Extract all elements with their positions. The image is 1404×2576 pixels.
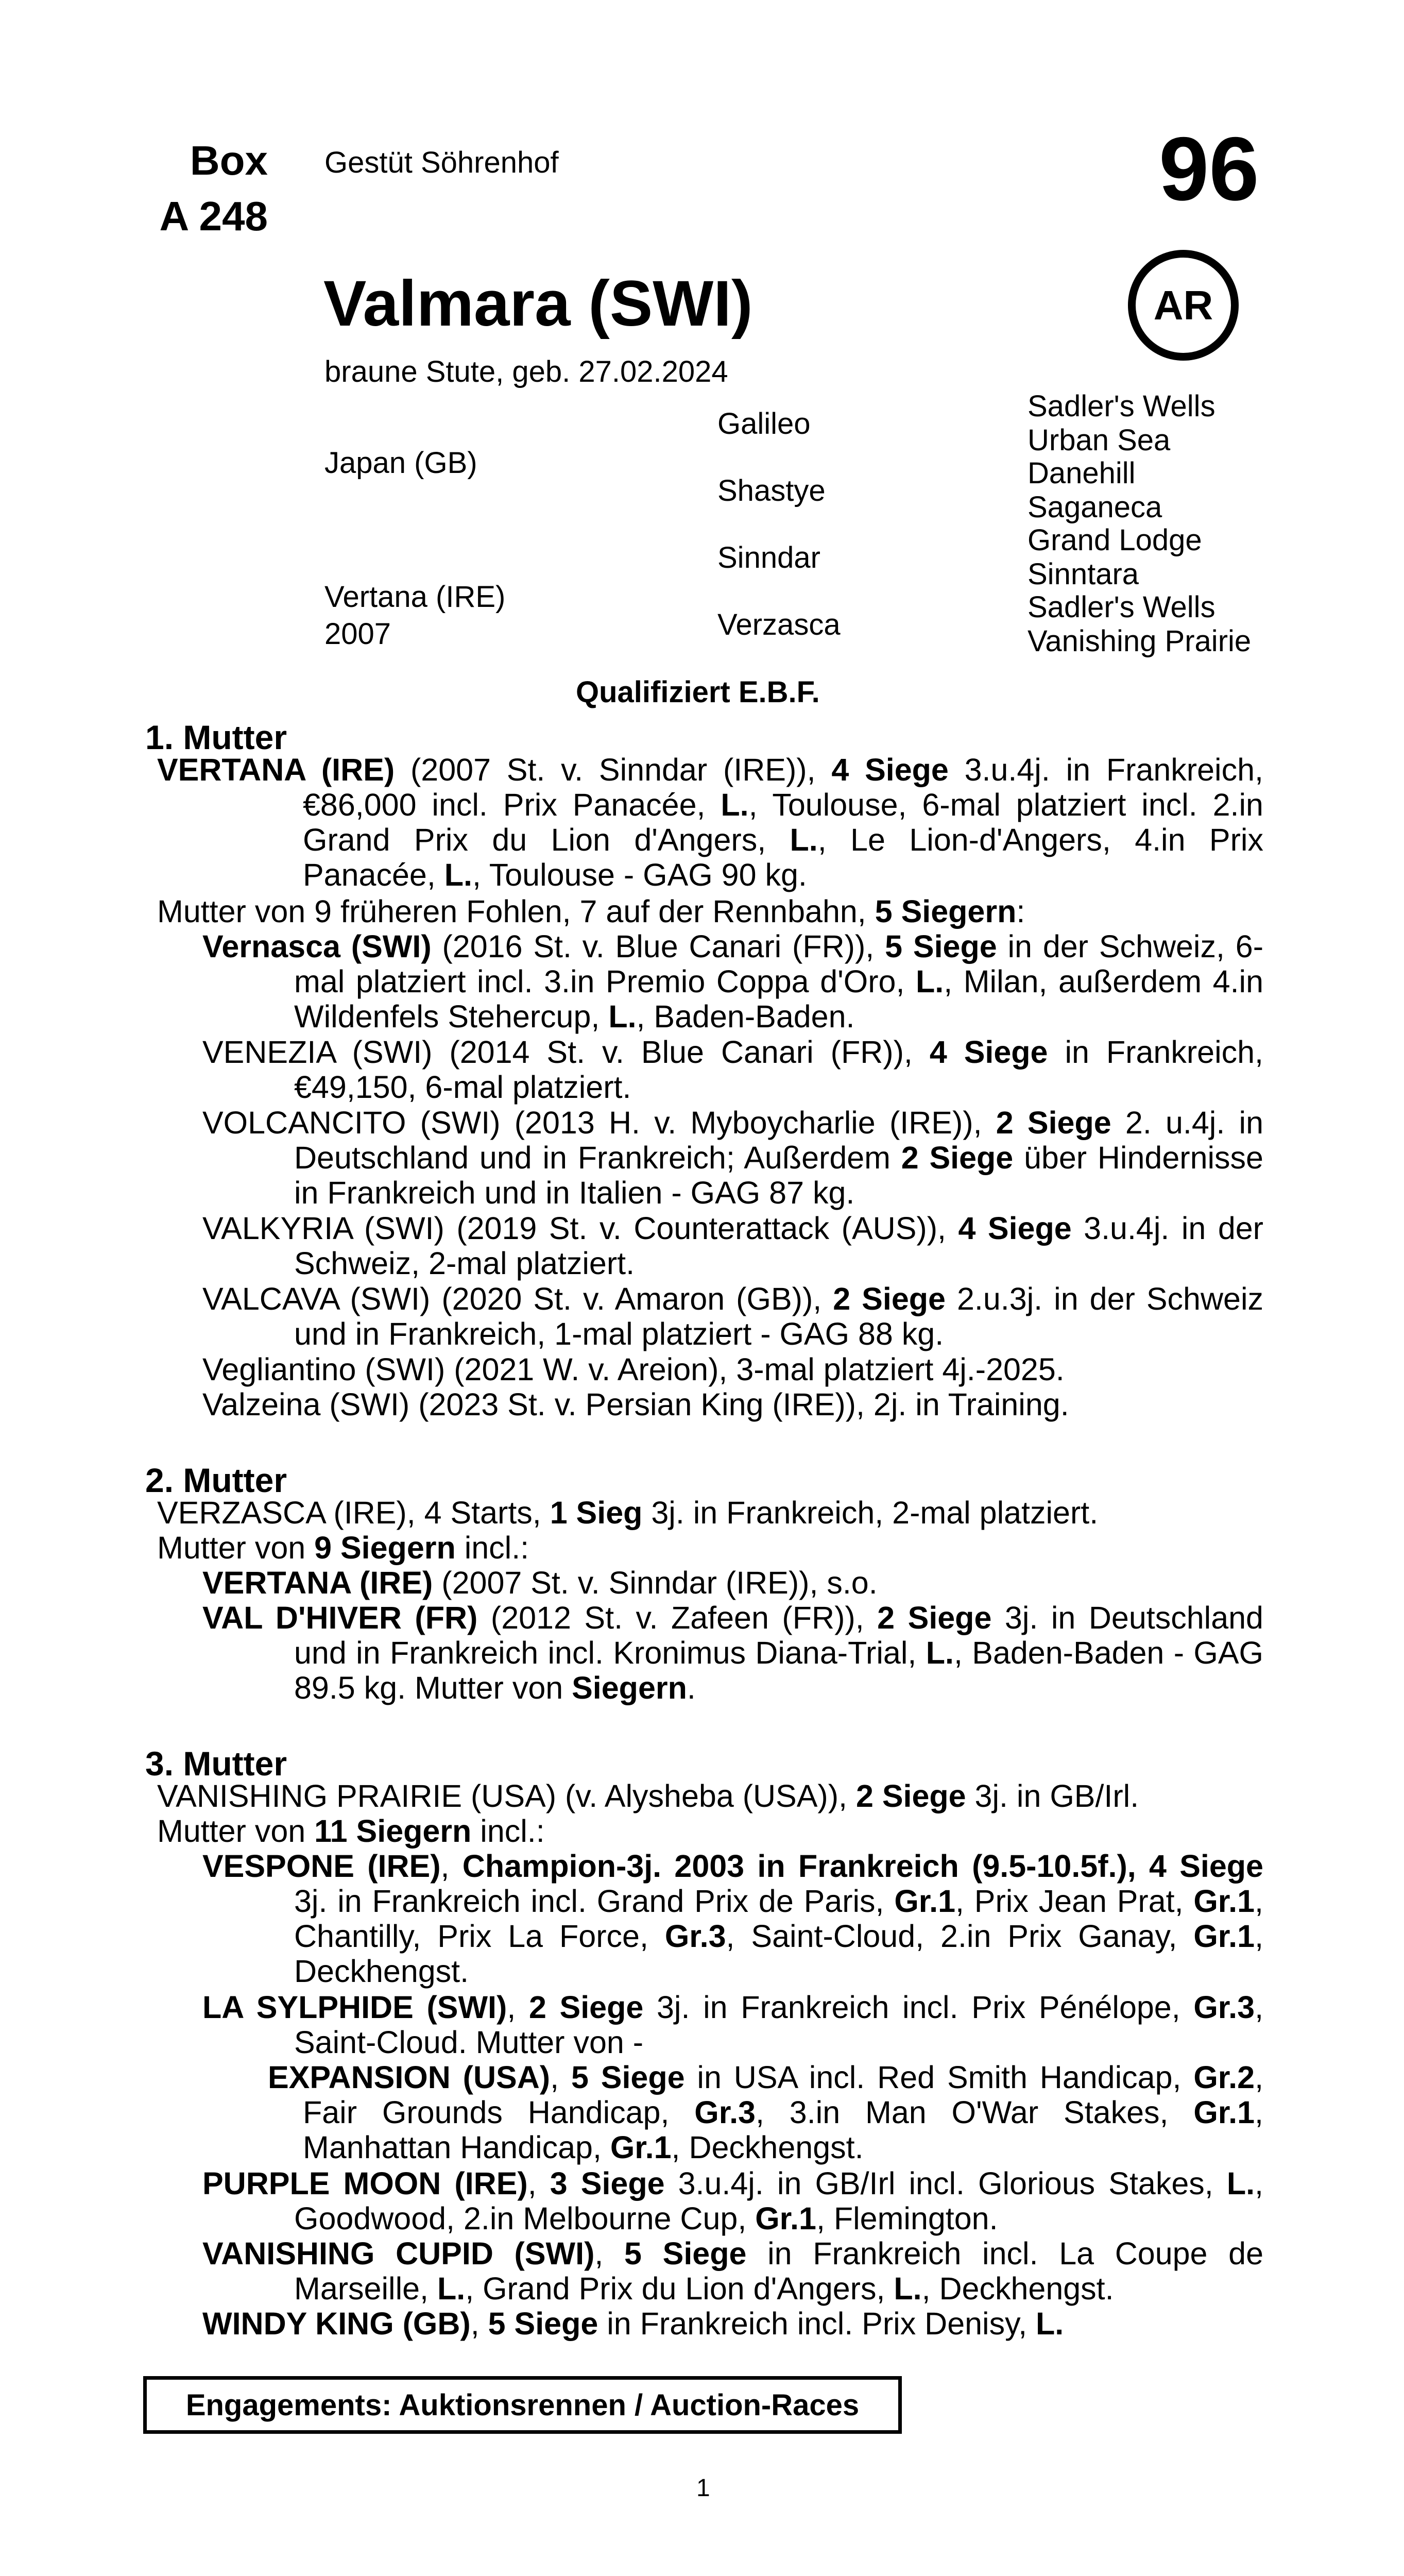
box-number: A 248 (159, 193, 268, 239)
pedigree-dam-year: 2007 (324, 617, 391, 651)
engagements-text: Engagements: Auktionsrennen / Auction-Races (185, 2388, 860, 2422)
consignor-name: Gestüt Söhrenhof (324, 146, 559, 179)
dam3-foal-vespone: VESPONE (IRE), Champion-3j. 2003 in Frankreich (9.5-10.5f.), 4 Siege 3j. in Frankreich incl. Grand Prix de Paris, Gr.1, Prix Jean Prat, Gr.1, Chantilly, Prix La Force, Gr.3, Saint-Cloud, 2.in Prix Ganay, Gr.1, Deckhengst. (202, 1849, 1264, 1989)
pedigree-sire: Japan (GB) (324, 446, 477, 480)
pedigree-gen3-1: Sadler's Wells (1028, 389, 1215, 423)
dam3-foal-windyking: WINDY KING (GB), 5 Siege in Frankreich incl. Prix Denisy, L. (202, 2306, 1064, 2341)
pedigree-gen3-8: Vanishing Prairie (1028, 624, 1252, 658)
dam2-produce-summary: Mutter von 9 Siegern incl.: (157, 1530, 529, 1565)
dam2-record: VERZASCA (IRE), 4 Starts, 1 Sieg 3j. in Frankreich, 2-mal platziert. (157, 1495, 1099, 1530)
qualified-note: Qualifiziert E.B.F. (576, 675, 820, 709)
pedigree-sire-dam: Shastye (717, 474, 826, 507)
pedigree-gen3-6: Sinntara (1028, 557, 1139, 591)
dam2-foal-vertana: VERTANA (IRE) (2007 St. v. Sinndar (IRE)), s.o. (202, 1565, 878, 1600)
foal-valzeina: Valzeina (SWI) (2023 St. v. Persian King (IRE)), 2j. in Training. (202, 1387, 1069, 1422)
lot-number: 96 (1159, 119, 1259, 219)
pedigree-dam-sire: Sinndar (717, 541, 820, 574)
pedigree-gen3-3: Danehill (1028, 456, 1136, 490)
ar-badge-text: AR (1153, 282, 1213, 328)
pedigree-gen3-5: Grand Lodge (1028, 523, 1202, 557)
pedigree-gen3-2: Urban Sea (1028, 423, 1171, 457)
dam3-record: VANISHING PRAIRIE (USA) (v. Alysheba (USA)), 2 Siege 3j. in GB/Irl. (157, 1778, 1139, 1814)
pedigree-gen3-7: Sadler's Wells (1028, 590, 1215, 624)
dam3-foal-vanishingcupid: VANISHING CUPID (SWI), 5 Siege in Frankreich incl. La Coupe de Marseille, L., Grand Prix du Lion d'Angers, L., Deckhengst. (202, 2236, 1264, 2306)
pedigree-dam: Vertana (IRE) (324, 580, 506, 614)
engagements-box (143, 2376, 902, 2434)
pedigree-dam-dam: Verzasca (717, 608, 841, 641)
foal-volcancito: VOLCANCITO (SWI) (2013 H. v. Myboycharlie (IRE)), 2 Siege 2. u.4j. in Deutschland und in Frankreich; Außerdem 2 Siege über Hindernisse in Frankreich und in Italien - GAG 87 kg. (202, 1105, 1264, 1210)
foal-venezia: VENEZIA (SWI) (2014 St. v. Blue Canari (FR)), 4 Siege in Frankreich, €49,150, 6-mal platziert. (202, 1035, 1263, 1105)
pedigree-gen3-4: Saganeca (1028, 490, 1162, 524)
dam3-heading: 3. Mutter (145, 1744, 287, 1783)
pedigree-sire-sire: Galileo (717, 407, 811, 440)
foal-valkyria: VALKYRIA (SWI) (2019 St. v. Counterattack (AUS)), 4 Siege 3.u.4j. in der Schweiz, 2-mal platziert. (202, 1211, 1263, 1281)
foal-vegliantino: Vegliantino (SWI) (2021 W. v. Areion), 3-mal platziert 4j.-2025. (202, 1352, 1065, 1387)
page-number: 1 (696, 2475, 710, 2502)
dam1-record: VERTANA (IRE) (2007 St. v. Sinndar (IRE)), 4 Siege 3.u.4j. in Frankreich, €86,000 incl. Prix Panacée, L., Toulouse, 6-mal platziert incl. 2.in Grand Prix du Lion d'Angers, L., Le Lion-d'Angers, 4.in Prix Panacée, L., Toulouse - GAG 90 kg. (157, 752, 1263, 892)
dam2-foal-valdhiver: VAL D'HIVER (FR) (2012 St. v. Zafeen (FR)), 2 Siege 3j. in Deutschland und in Frankreich incl. Kronimus Diana-Trial, L., Baden-Baden - GAG 89.5 kg. Mutter von Siegern. (202, 1600, 1263, 1705)
dam3-grandfoal-expansion: EXPANSION (USA), 5 Siege in USA incl. Red Smith Handicap, Gr.2, Fair Grounds Handicap, Gr.3, 3.in Man O'War Stakes, Gr.1, Manhattan Handicap, Gr.1, Deckhengst. (268, 2060, 1264, 2165)
foal-valcava: VALCAVA (SWI) (2020 St. v. Amaron (GB)), 2 Siege 2.u.3j. in der Schweiz und in Frankreich, 1-mal platziert - GAG 88 kg. (202, 1281, 1263, 1351)
dam1-name: VERTANA (IRE) (157, 752, 395, 787)
ar-badge-icon (1128, 250, 1239, 361)
horse-name: Valmara (SWI) (323, 268, 753, 340)
dam1-produce-summary: Mutter von 9 früheren Fohlen, 7 auf der Rennbahn, 5 Siegern: (157, 894, 1025, 929)
box-label: Box (190, 138, 268, 183)
dam2-heading: 2. Mutter (145, 1461, 287, 1499)
dam3-produce-summary: Mutter von 11 Siegern incl.: (157, 1814, 545, 1849)
horse-description: braune Stute, geb. 27.02.2024 (324, 355, 728, 388)
dam3-foal-purplemoon: PURPLE MOON (IRE), 3 Siege 3.u.4j. in GB/Irl incl. Glorious Stakes, L., Goodwood, 2.in Melbourne Cup, Gr.1, Flemington. (202, 2166, 1263, 2236)
foal-vernasca: Vernasca (SWI) (2016 St. v. Blue Canari (FR)), 5 Siege in der Schweiz, 6-mal platziert incl. 3.in Premio Coppa d'Oro, L., Milan, außerdem 4.in Wildenfels Stehercup, L., Baden-Baden. (202, 929, 1264, 1034)
dam3-foal-lasylphide: LA SYLPHIDE (SWI), 2 Siege 3j. in Frankreich incl. Prix Pénélope, Gr.3, Saint-Cloud. Mutter von - (202, 1990, 1264, 2060)
dam1-heading: 1. Mutter (145, 718, 287, 756)
